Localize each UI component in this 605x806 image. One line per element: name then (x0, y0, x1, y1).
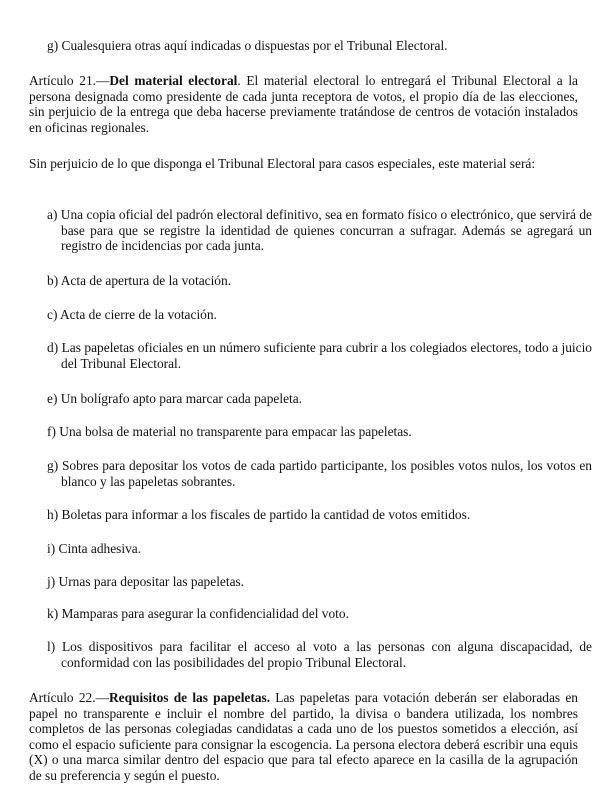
article-21-prefix: Artículo 21.— (29, 73, 110, 88)
list-item-letter: g) (47, 458, 59, 473)
article-22-paragraph (29, 690, 578, 784)
list-item-letter: h) (47, 507, 59, 522)
list-item-text: Una copia oficial del padrón electoral definitivo, sea en formato físico o electrónico, que servirá de base para que se registre la identidad de quienes concurran a sufragar. Además se agregará un registro de incidencias por cada junta. (60, 207, 592, 254)
list-item-d (47, 340, 592, 371)
list-item-letter: g) (47, 38, 59, 53)
list-item-text: Cualesquiera otras aquí indicadas o dispuestas por el Tribunal Electoral. (61, 38, 448, 53)
list-item-text: Boletas para informar a los fiscales de partido la cantidad de votos emitidos. (61, 507, 471, 522)
list-item-g (47, 458, 592, 489)
article-21-paragraph (29, 73, 578, 135)
list-item-letter: k) (47, 606, 59, 621)
list-item-letter: a) (47, 207, 58, 222)
list-item-text: Cinta adhesiva. (58, 541, 142, 556)
list-item-text: Acta de apertura de la votación. (60, 273, 232, 288)
article-22-body: Las papeletas para votación deberán ser elaboradas en papel no transparente e incluir el nombre del partido, la divisa o bandera utilizada, los nombres completos de las personas colegiadas candidatas a cada uno de los puestos sometidos a elección, así como el espacio suficiente para consignar la escogencia. La persona electora deberá escribir una equis (X) o una marca similar dentro del espacio que para tal efecto aparece en la casilla de la agrupación de su preferencia y según el puesto. (29, 690, 579, 783)
list-item-letter: f) (47, 424, 56, 439)
list-item-text: Las papeletas oficiales en un número suficiente para cubrir a los colegiados electores, todo a juicio del Tribunal Electoral. (61, 340, 592, 371)
list-item-i (47, 541, 592, 557)
list-item-a (47, 207, 592, 254)
article-21-body: . El material electoral lo entregará el Tribunal Electoral a la persona designada como presidente de cada junta receptora de votos, el propio día de las elecciones, sin perjuicio de la entrega que deba hacerse previamente tratándose de centros de votación instalados en oficinas regionales. (29, 73, 579, 135)
list-item-g-intro (47, 38, 592, 54)
list-item-b (47, 273, 592, 289)
list-item-text: Una bolsa de material no transparente para empacar las papeletas. (59, 424, 412, 439)
material-intro-paragraph: Sin perjuicio de lo que disponga el Tribunal Electoral para casos especiales, este material será: (29, 156, 536, 171)
list-item-f (47, 424, 592, 440)
list-item-text: Acta de cierre de la votación. (60, 307, 217, 322)
article-22-heading: Requisitos de las papeletas. (108, 690, 271, 705)
list-item-letter: c) (47, 307, 58, 322)
list-item-e (47, 391, 592, 407)
list-item-text: Mamparas para asegurar la confidencialidad del voto. (61, 606, 349, 621)
list-item-k (47, 606, 592, 622)
list-item-letter: i) (47, 541, 56, 556)
list-item-text: Sobres para depositar los votos de cada partido participante, los posibles votos nulos, los votos en blanco y las papeletas sobrantes. (61, 458, 592, 489)
list-item-c (47, 307, 592, 323)
article-21-heading: Del material electoral (109, 73, 238, 88)
list-item-text: Urnas para depositar las papeletas. (58, 574, 245, 589)
list-item-letter: j) (47, 574, 56, 589)
list-item-text: Los dispositivos para facilitar el acceso al voto a las personas con alguna discapacidad, de conformidad con las posibilidades del propio Tribunal Electoral. (61, 639, 592, 670)
list-item-letter: l) (47, 639, 56, 654)
article-22-prefix: Artículo 22.— (29, 690, 109, 705)
list-item-l (47, 639, 592, 670)
list-item-letter: d) (47, 340, 59, 355)
list-item-j (47, 574, 592, 590)
list-item-letter: e) (47, 391, 58, 406)
list-item-text: Un bolígrafo apto para marcar cada papeleta. (60, 391, 303, 406)
list-item-letter: b) (47, 273, 59, 288)
list-item-h (47, 507, 592, 523)
